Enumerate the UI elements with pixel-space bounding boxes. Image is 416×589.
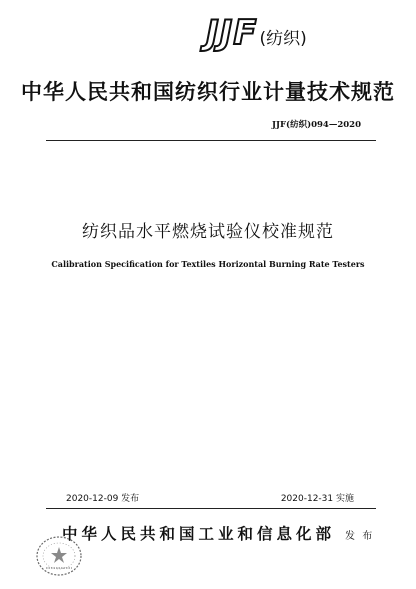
industry-title: 中华人民共和国纺织行业计量技术规范 bbox=[21, 79, 395, 104]
issue-date: 2020-12-09 发布 bbox=[66, 494, 140, 504]
official-seal-icon bbox=[34, 534, 84, 578]
publisher-line bbox=[62, 522, 374, 544]
document-title-english: Calibration Specification for Textiles Horizontal Burning Rate Testers bbox=[51, 259, 365, 269]
jjf-logo-mark: JJF bbox=[206, 13, 258, 53]
publisher-suffix: 发 布 bbox=[345, 531, 375, 542]
standard-logo bbox=[206, 13, 307, 53]
standard-code: JJF(纺织)094—2020 bbox=[271, 120, 361, 130]
bottom-divider bbox=[46, 508, 376, 509]
top-divider bbox=[46, 140, 376, 141]
document-title-chinese: 纺织品水平燃烧试验仪校准规范 bbox=[82, 222, 334, 242]
logo-category: (纺织) bbox=[259, 29, 307, 49]
implementation-date: 2020-12-31 实施 bbox=[280, 494, 354, 504]
publisher-name: 中华人民共和国工业和信息化部 bbox=[62, 524, 336, 543]
